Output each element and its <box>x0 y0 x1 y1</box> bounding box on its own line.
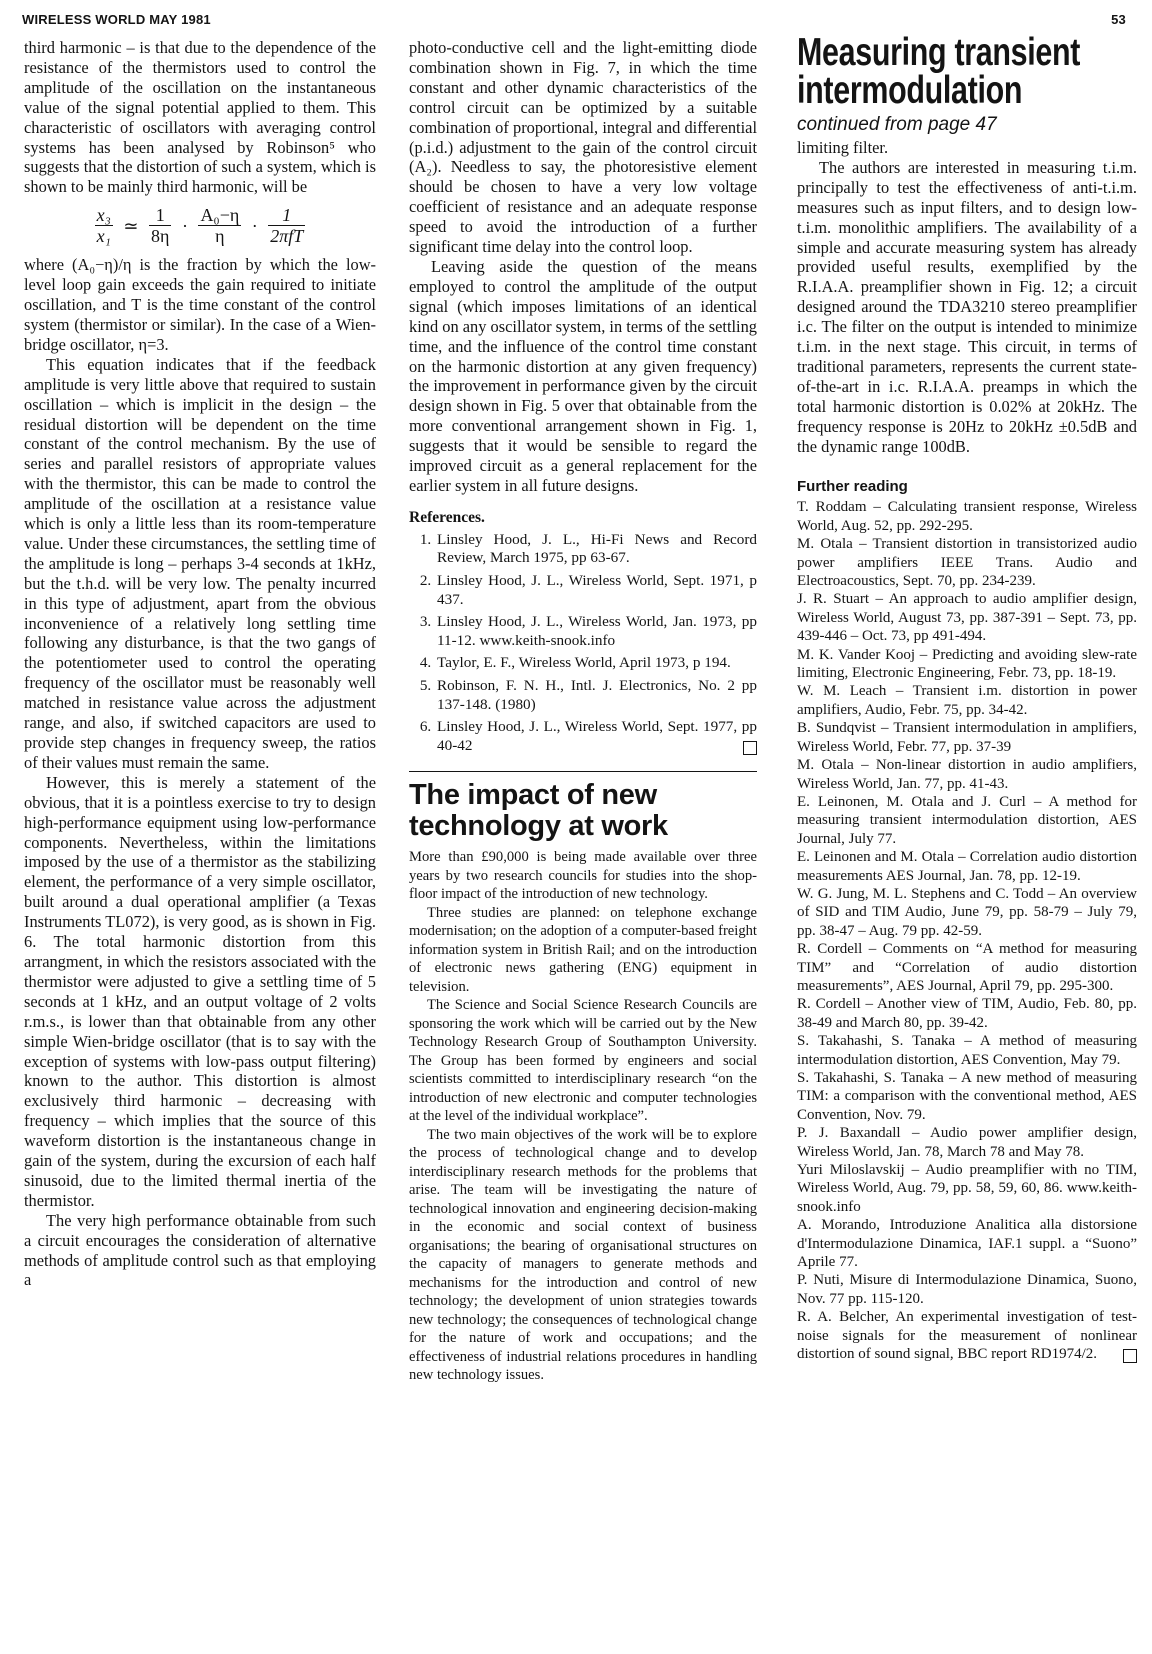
impact-article-title: The impact of new technology at work <box>409 779 668 843</box>
fraction-2-numerator: A₀−η <box>200 205 240 226</box>
references-heading: References. <box>409 508 485 526</box>
distortion-equation <box>24 205 376 246</box>
reference-text: Robinson, F. N. H., Intl. J. Electronics, No. 2 pp 137-148. (1980) <box>437 676 757 713</box>
fraction-1-numerator: 1 <box>149 205 171 226</box>
column-3 <box>797 31 1137 1364</box>
paragraph: limiting filter. <box>797 138 889 157</box>
reference-text: Linsley Hood, J. L., Wireless World, Sept. 1971, p 437. <box>437 571 757 608</box>
section-divider <box>409 771 757 772</box>
equation-lhs-denominator: x₁ <box>96 226 111 247</box>
fraction-2-denominator: η <box>215 226 225 247</box>
further-reading-item: P. J. Baxandall – Audio power amplifier design, Wireless World, Jan. 78, March 78 and May 78. <box>797 1125 1137 1160</box>
equation-fraction-2 <box>198 205 241 246</box>
further-reading-item: T. Roddam – Calculating transient response, Wireless World, Aug. 52, pp. 292-295. <box>797 499 1137 534</box>
further-reading-item: R. Cordell – Comments on “A method for measuring TIM” and “Correlation of audio distortion measurements”, AES Journal, April 79, pp. 295-300. <box>797 941 1137 994</box>
reference-item <box>435 718 757 755</box>
paragraph: The two main objectives of the work will be to explore the process of technological change and to develop interdisciplinary research methods for the problems that arise. The team will be investigating the nature of technological innovation and engineering decision-making in the economic and social context of business organisations; the bearing of organisational structures on the capacity of managers to generate methods and mechanisms for the introduction and control of new technology; the development of union strategies towards new technology; the consequences of technological change for the nature of work and occupations; and the effectiveness of industrial relations procedures in handling new technology issues. <box>409 1126 757 1384</box>
reference-item <box>435 654 757 673</box>
further-reading-list <box>797 498 1137 1363</box>
further-reading-item: M. Otala – Transient distortion in transistorized audio power amplifiers IEEE Trans. Audio and Electroacoustics, Sept. 70, pp. 234-239. <box>797 536 1137 590</box>
paragraph: Leaving aside the question of the means employed to control the amplitude of the output signal (which imposes limitations of an identical kind on any oscillator system, in terms of the settling time, and the influence of the control time constant on the harmonic distortion at any given frequency) the improvement in performance given by the circuit design shown in Fig. 5 over that obtainable from the more conventional arrangement shown in Fig. 1, suggests that it would be sensible to regard the improved circuit as a general replacement for the earlier system in all future designs. <box>409 256 757 495</box>
further-reading-item: E. Leinonen and M. Otala – Correlation audio distortion measurements AES Journal, Jan. 78, pp. 12-19. <box>797 849 1137 884</box>
fraction-3-denominator: 2πfT <box>270 226 304 247</box>
further-reading-item: P. Nuti, Misure di Intermodulazione Dinamica, Suono, Nov. 77 pp. 115-120. <box>797 1272 1137 1307</box>
reference-item <box>435 572 757 609</box>
equation-lhs <box>95 205 113 246</box>
running-header: WIRELESS WORLD MAY 1981 <box>22 12 211 27</box>
equation-approx-sign: ≃ <box>123 215 139 236</box>
paragraph: The very high performance obtainable from such a circuit encourages the consideration of alternative methods of amplitude control such as that employing a <box>24 1210 376 1290</box>
further-reading-item: W. M. Leach – Transient i.m. distortion in power amplifiers, Audio, Febr. 75, pp. 34-42. <box>797 683 1137 718</box>
equation-fraction-3 <box>268 205 305 246</box>
further-reading-heading: Further reading <box>797 477 908 495</box>
end-of-article-box-icon <box>1123 1349 1137 1363</box>
reference-item <box>435 531 757 568</box>
further-reading-item: Yuri Miloslavskij – Audio preamplifier with no TIM, Wireless World, Aug. 79, pp. 58, 59, 60, 86. www.keith-snook.info <box>797 1162 1137 1215</box>
column-1 <box>24 38 376 1290</box>
paragraph: photo-conductive cell and the light-emitting diode combination shown in Fig. 7, in which the time constant and other dynamic characteristics of the control circuit can be optimized by a suitable combination of proportional, integral and differential (p.i.d.) adjustment to the gain of the control circuit (A₂). Needless to say, the photoresistive element should be chosen to have a very low voltage coefficient of resistance and an adequate response speed to avoid the introduction of a further significant time delay into the control loop. <box>409 38 757 257</box>
paragraph: However, this is merely a statement of the obvious, that it is a pointless exercise to try to design high-performance equipment using low-performance components. Nevertheless, within the limitations imposed by the use of a thermistor as the stabilizing element, the performance of a very simple oscillator, built around a dual operational amplifier (a Texas Instruments TL072), is very good, as is shown in Fig. 6. The total harmonic distortion from this arrangment, in which the resistors associated with the thermistor were adjusted to give a settling time of 5 seconds at 1 kHz, and an output voltage of 2 volts r.m.s., is lower than that obtainable from any other simple Wien-bridge oscillator (that is to say with the exception of systems with low-pass output filtering) known to the author. This distortion is almost exclusively third harmonic – decreasing with frequency – which implies that the source of this waveform distortion is the instantaneous change in gain of the system, during the excursion of each half sinusoid, due to the limited thermal inertia of the thermistor. <box>24 772 376 1210</box>
page-number: 53 <box>1111 12 1126 27</box>
further-reading-item: W. G. Jung, M. L. Stephens and C. Todd – An overview of SID and TIM Audio, June 79, pp. 58-79 – July 79, pp. 38-47 – Aug. 79 pp. 42-59. <box>797 885 1137 939</box>
equation-lhs-numerator: x₃ <box>96 205 111 226</box>
further-reading-item: M. K. Vander Kooj – Predicting and avoiding slew-rate limiting, Electronic Engineering, Febr. 73, pp. 18-19. <box>797 646 1137 682</box>
paragraph: More than £90,000 is being made available over three years by two research councils for studies into the shop-floor impact of the introduction of new technology. <box>409 849 757 903</box>
further-reading-item: J. R. Stuart – An approach to audio amplifier design, Wireless World, August 73, pp. 387-391 – Sept. 73, pp. 439-446 – Oct. 73, pp 491-494. <box>797 591 1137 645</box>
further-reading-item: A. Morando, Introduzione Analitica alla distorsione d'Intermodulazione Dinamica, IAF.1 suppl. a “Suono” Aprile 77. <box>797 1217 1137 1271</box>
reference-text: Linsley Hood, J. L., Hi-Fi News and Record Review, March 1975, pp 63-67. <box>437 530 757 567</box>
further-reading-item: B. Sundqvist – Transient intermodulation in amplifiers, Wireless World, Febr. 77, pp. 37-39 <box>797 720 1137 755</box>
equation-dot: · <box>251 215 258 236</box>
equation-dot: · <box>181 215 188 236</box>
reference-text: Taylor, E. F., Wireless World, April 1973, p 194. <box>437 654 731 672</box>
paragraph: The Science and Social Science Research Councils are sponsoring the work which will be carried out by the New Technology Research Group of Southampton University. The Group has been formed by engineers and social scientists committed to interdisciplinary research “on the introduction of new electronic and computer technologies at the level of the individual workplace”. <box>409 997 757 1125</box>
paragraph: The authors are interested in measuring t.i.m. principally to test the effectiveness of anti-t.i.m. measures such as input filters, and to design low-t.i.m. monolithic amplifiers. The availability of a simple and accurate measuring system has already provided useful results, exemplified by the R.I.A.A. preamplifier shown in Fig. 12; a circuit designed around the TDA3210 stereo preamplifier i.c. The filter on the output is intended to minimize t.i.m. in the next stage. This circuit, in terms of traditional parameters, represents the current state-of-the-art in i.c. R.I.A.A. preamps in which the total harmonic distortion is 0.02% at 20kHz. The frequency response is 20Hz to 20kHz ±0.5dB and the dynamic range 100dB. <box>797 157 1137 456</box>
continued-line: continued from page 47 <box>797 114 997 135</box>
reference-item <box>435 677 757 714</box>
fraction-3-numerator: 1 <box>268 205 305 226</box>
paragraph: where (A₀−η)/η is the fraction by which the low-level loop gain exceeds the gain required to initiate oscillation, and T is the time constant of the control system (thermistor or similar). In the case of a Wien-bridge oscillator, η=3. <box>24 255 376 354</box>
reference-text: Linsley Hood, J. L., Wireless World, Jan. 1973, pp 11-12. www.keith-snook.info <box>437 613 757 649</box>
further-reading-item: E. Leinonen, M. Otala and J. Curl – A method for measuring transient intermodulation distortion, AES Journal, July 77. <box>797 793 1137 847</box>
column-2 <box>409 38 757 1385</box>
further-reading-item: M. Otala – Non-linear distortion in audio amplifiers, Wireless World, Jan. 77, pp. 41-43. <box>797 757 1137 792</box>
further-reading-text: R. A. Belcher, An experimental investigation of test-noise signals for the measurement of nonlinear distortion of sound signal, BBC report RD1974/2. <box>797 1309 1137 1363</box>
measuring-article-title: Measuring transient intermodulation <box>797 31 1081 112</box>
paragraph: Three studies are planned: on telephone exchange modernisation; on the adoption of a computer-based freight information system in British Rail; and on the introduction of electronic news gathering (ENG) equipment in television. <box>409 904 757 995</box>
further-reading-item: S. Takahashi, S. Tanaka – A new method of measuring TIM: a comparison with the conventional method, AES Convention, Nov. 79. <box>797 1070 1137 1123</box>
references-list <box>409 531 757 756</box>
fraction-1-denominator: 8η <box>151 226 170 247</box>
equation-fraction-1 <box>149 205 171 246</box>
further-reading-item <box>797 1308 1137 1363</box>
paragraph: third harmonic – is that due to the dependence of the resistance of the thermistors used to control the amplitude of the oscillation on the instantaneous value of the signal potential applied to them. This characteristic of oscillators with averaging control systems has been analysed by Robinson⁵ who suggests that the distortion of such a system, which is shown to be mainly third harmonic, will be <box>24 38 376 197</box>
reference-text: Linsley Hood, J. L., Wireless World, Sept. 1977, pp 40-42 <box>437 718 757 754</box>
impact-article-body <box>409 848 757 1385</box>
further-reading-item: S. Takahashi, S. Tanaka – A method of measuring intermodulation distortion, AES Convention, May 79. <box>797 1033 1137 1068</box>
paragraph: This equation indicates that if the feedback amplitude is very little above that required to sustain oscillation – which is implicit in the design – the residual distortion will be dependent on the time constant of the control mechanism. By the use of series and parallel resistors of appropriate values with the thermistor, this can be made to control the amplitude of the oscillation at a resistance value which is only a little less than its room-temperature value. Under these circumstances, the settling time of the amplitude is long – perhaps 3-4 seconds at 1kHz, but the t.h.d. will be very low. The penalty incurred in this type of adjustment, apart from the obvious inconvenience of a relatively long settling time following any disturbance, is that the two gangs of the potentiometer used to control the operating frequency of the oscillator must be reasonably well matched in resistance value across the adjustment range, and also, if switched capacitors are used to provide step changes in frequency sweep, the ratios of their values must remain the same. <box>24 354 376 772</box>
reference-item <box>435 613 757 650</box>
end-of-article-box-icon <box>743 741 757 755</box>
further-reading-item: R. Cordell – Another view of TIM, Audio, Feb. 80, pp. 38-49 and March 80, pp. 39-42. <box>797 996 1137 1031</box>
